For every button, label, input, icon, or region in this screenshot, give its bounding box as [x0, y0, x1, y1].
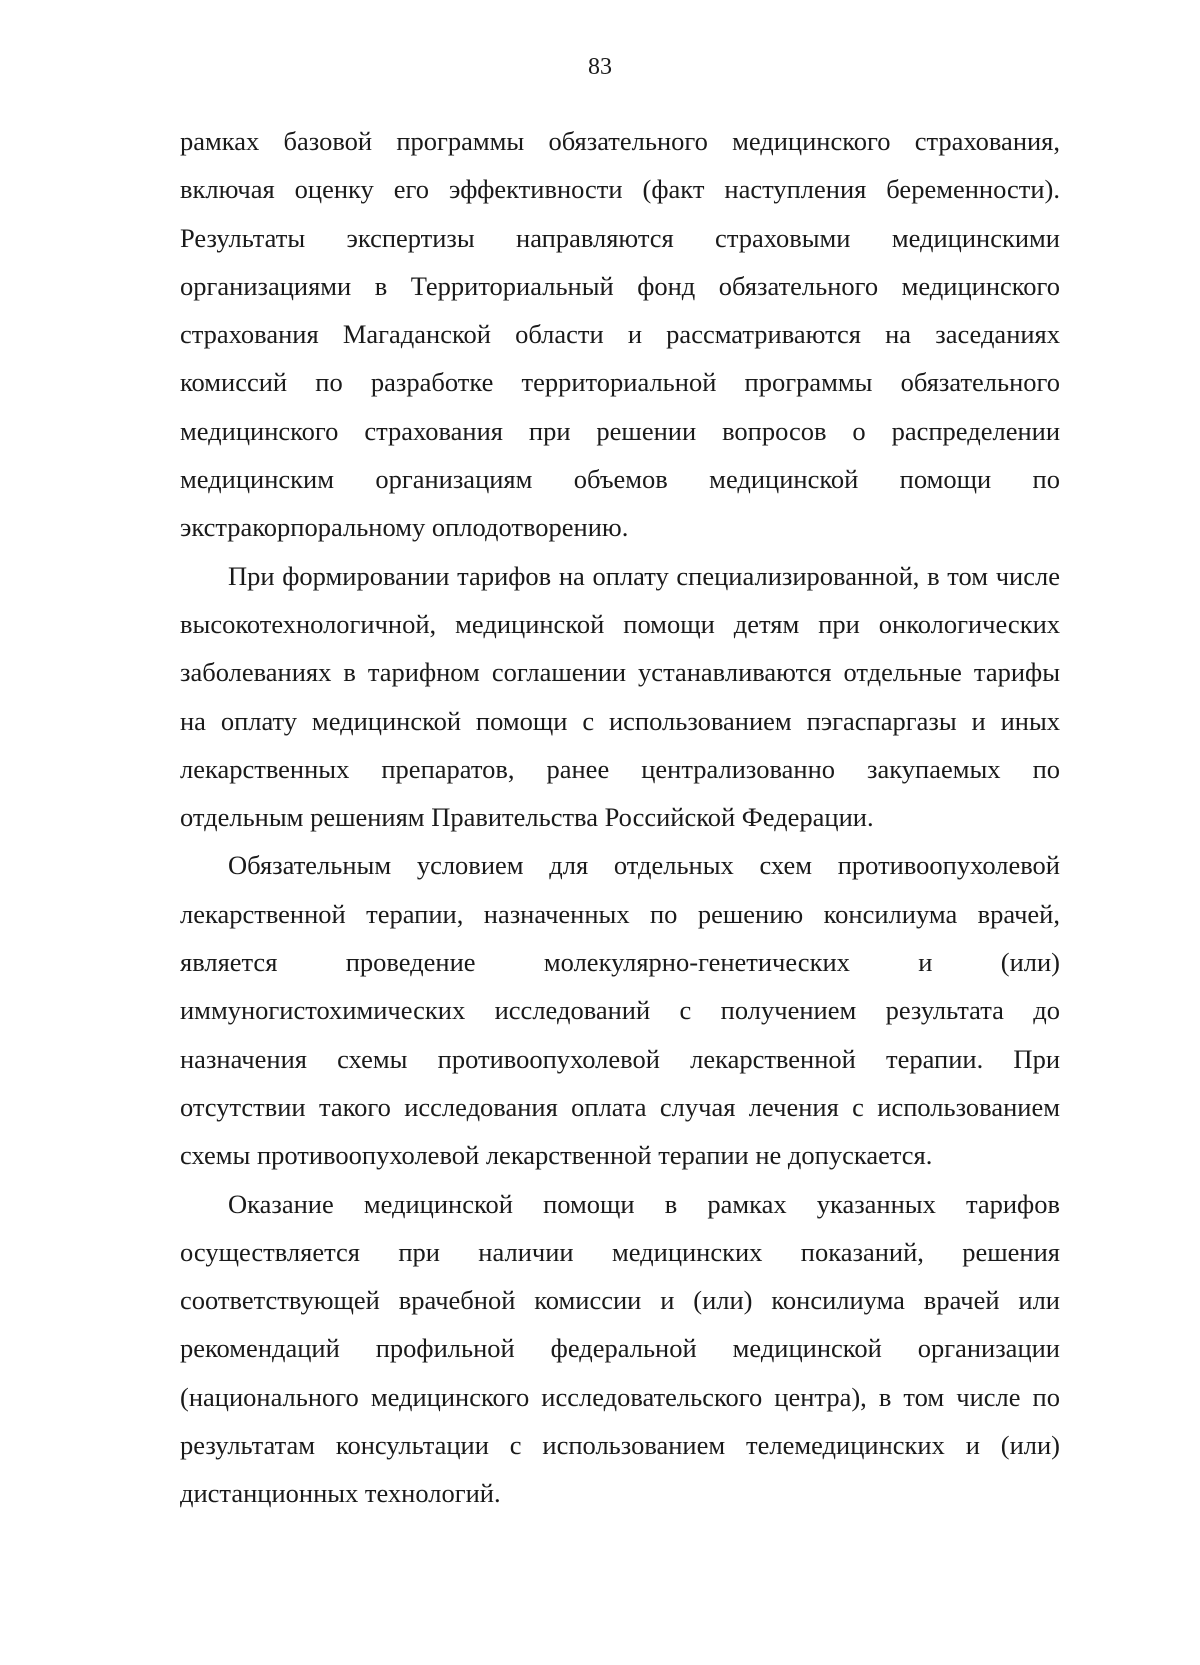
- paragraph-mandatory-condition: Обязательным условием для отдельных схем противоопухолевой лекарственной терапии, назначенных по решению консилиума врачей, является проведение молекулярно-генетических и (или) иммуногистохимических исследований с получением результата до назначения схемы противоопухолевой лекарственной терапии. При отсутствии такого исследования оплата случая лечения с использованием схемы противоопухолевой лекарственной терапии не допускается.: [180, 850, 1060, 1171]
- document-body: [180, 117, 1060, 1518]
- paragraph-continuation: рамках базовой программы обязательного медицинского страхования, включая оценку его эффективности (факт наступления беременности). Результаты экспертизы направляются страховыми медицинскими организациями в Территориальный фонд обязательного медицинского страхования Магаданской области и рассматриваются на заседаниях комиссий по разработке территориальной программы обязательного медицинского страхования при решении вопросов о распределении медицинским организациям объемов медицинской помощи по экстракорпоральному оплодотворению.: [180, 126, 1060, 543]
- paragraph-care-provision: Оказание медицинской помощи в рамках указанных тарифов осуществляется при наличии медицинских показаний, решения соответствующей врачебной комиссии и (или) консилиума врачей или рекомендаций профильной федеральной медицинской организации (национального медицинского исследовательского центра), в том числе по результатам консультации с использованием телемедицинских и (или) дистанционных технологий.: [180, 1188, 1060, 1509]
- page-number: 83: [588, 54, 612, 80]
- paragraph-tariffs-children: При формировании тарифов на оплату специализированной, в том числе высокотехнологичной, медицинской помощи детям при онкологических заболеваниях в тарифном соглашении устанавливаются отдельные тарифы на оплату медицинской помощи с использованием пэгаспаргазы и иных лекарственных препаратов, ранее централизованно закупаемых по отдельным решениям Правительства Российской Федерации.: [180, 560, 1060, 833]
